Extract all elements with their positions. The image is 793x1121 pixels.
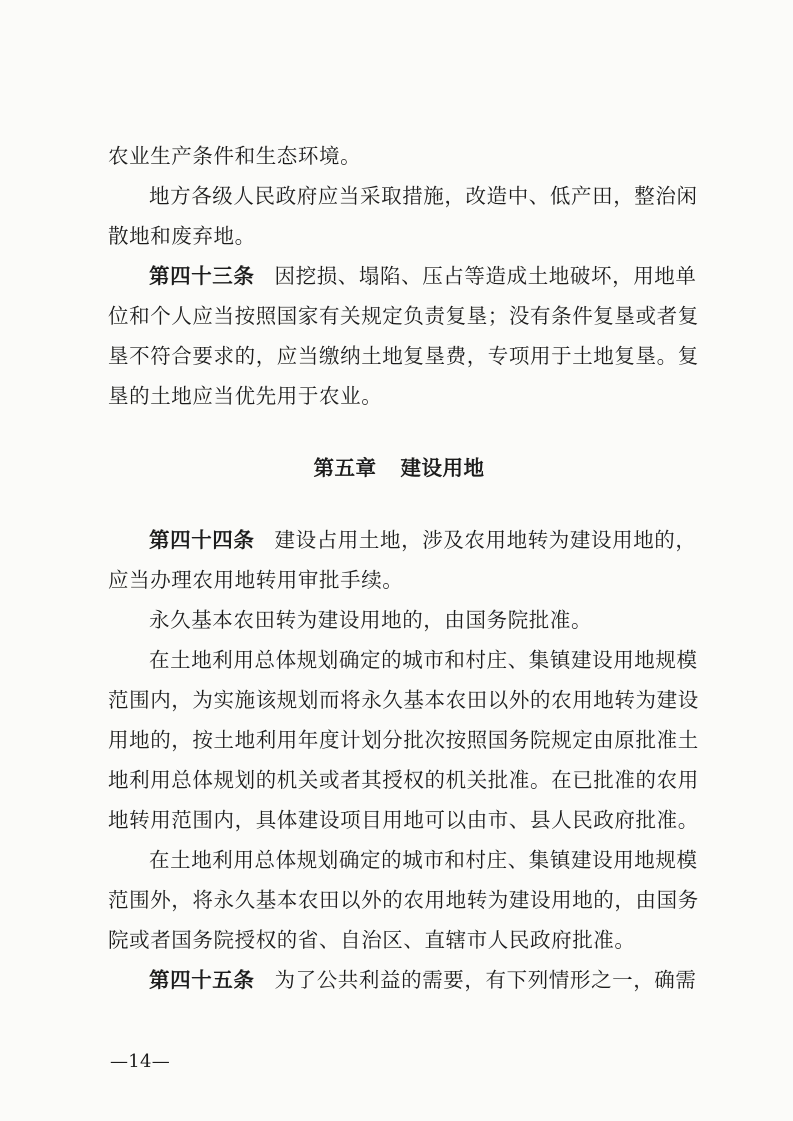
page-number: —14— bbox=[110, 1051, 171, 1072]
text-line: 农业生产条件和生态环境。 bbox=[108, 144, 362, 168]
text-line: 位和个人应当按照国家有关规定负责复垦；没有条件复垦或者复 bbox=[108, 304, 699, 328]
text-line: 范围内，为实施该规划而将永久基本农田以外的农用地转为建设 bbox=[108, 688, 699, 712]
article-heading: 第四十五条 bbox=[149, 968, 255, 992]
text-span: 为了公共利益的需要，有下列情形之一，确需 bbox=[274, 968, 697, 992]
article-45-line bbox=[108, 960, 697, 1000]
text-line: 地转用范围内，具体建设项目用地可以由市、县人民政府批准。 bbox=[108, 808, 699, 832]
text-line: 用地的，按土地利用年度计划分批次按照国务院规定由原批准土 bbox=[108, 728, 699, 752]
chapter-title: 建设用地 bbox=[400, 456, 485, 480]
text-line: 地利用总体规划的机关或者其授权的机关批准。在已批准的农用 bbox=[108, 768, 699, 792]
paragraph-start-line: 地方各级人民政府应当采取措施，改造中、低产田，整治闲 bbox=[149, 184, 698, 208]
article-heading: 第四十三条 bbox=[149, 264, 255, 288]
text-span: 建设占用土地，涉及农用地转为建设用地的， bbox=[274, 528, 697, 552]
text-span: 因挖损、塌陷、压占等造成土地破坏，用地单 bbox=[274, 264, 697, 288]
text-line: 垦不符合要求的，应当缴纳土地复垦费，专项用于土地复垦。复 bbox=[108, 344, 699, 368]
text-line: 院或者国务院授权的省、自治区、直辖市人民政府批准。 bbox=[108, 928, 636, 952]
paragraph-start-line: 在土地利用总体规划确定的城市和村庄、集镇建设用地规模 bbox=[149, 848, 698, 872]
article-44-line bbox=[108, 520, 697, 560]
paragraph-start-line: 永久基本农田转为建设用地的，由国务院批准。 bbox=[149, 608, 593, 632]
text-block-top bbox=[108, 136, 699, 416]
text-line: 垦的土地应当优先用于农业。 bbox=[108, 384, 383, 408]
chapter-number: 第五章 bbox=[313, 456, 377, 480]
text-line: 范围外，将永久基本农田以外的农用地转为建设用地的，由国务 bbox=[108, 888, 699, 912]
text-line: 应当办理农用地转用审批手续。 bbox=[108, 568, 404, 592]
text-block-bottom bbox=[108, 520, 699, 1000]
article-43-line bbox=[108, 256, 697, 296]
article-heading: 第四十四条 bbox=[149, 528, 255, 552]
paragraph-start-line: 在土地利用总体规划确定的城市和村庄、集镇建设用地规模 bbox=[149, 648, 698, 672]
chapter-heading bbox=[108, 448, 690, 488]
text-line: 散地和废弃地。 bbox=[108, 224, 256, 248]
